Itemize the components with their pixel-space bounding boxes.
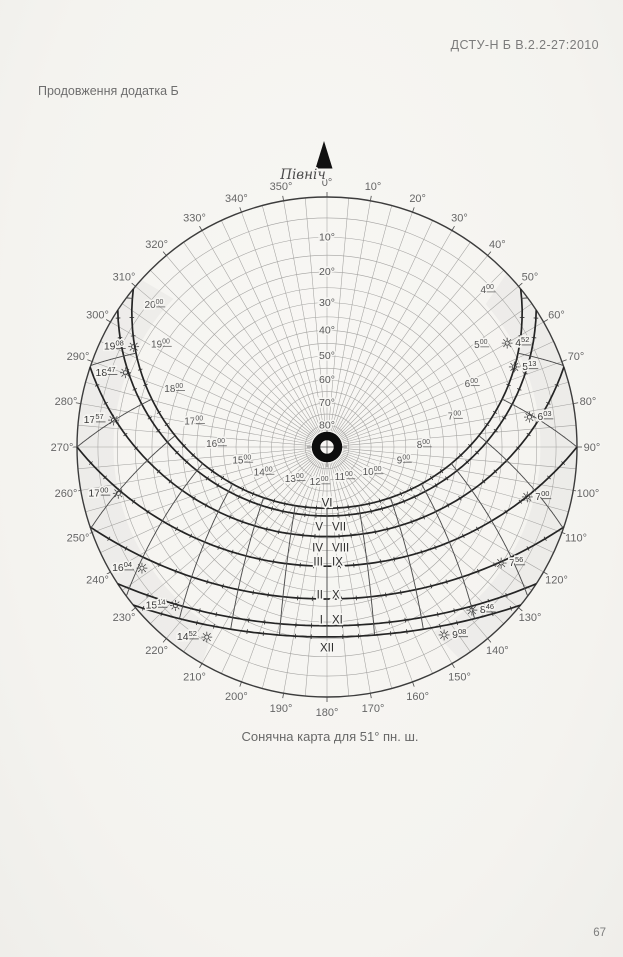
svg-text:70°: 70°: [567, 351, 585, 364]
svg-text:1500: $15^{00}$: [232, 454, 252, 467]
svg-text:300°: 300°: [86, 309, 109, 322]
svg-text:XII: XII: [319, 642, 335, 655]
svg-text:70°: 70°: [319, 397, 335, 410]
svg-text:230°: 230°: [112, 612, 136, 625]
svg-text:190°: 190°: [269, 702, 293, 715]
north-indicator: [279, 141, 332, 183]
svg-text:1908: $19^{08}$: [103, 338, 124, 353]
svg-text:310°: 310°: [112, 271, 136, 284]
svg-text:603: $6^{03}$: [537, 409, 552, 424]
svg-text:X: X: [332, 589, 340, 602]
svg-text:40°: 40°: [489, 238, 506, 251]
svg-text:240°: 240°: [86, 574, 109, 587]
svg-text:270°: 270°: [50, 441, 74, 454]
svg-text:II: II: [316, 589, 323, 602]
svg-text:1514: $15^{14}$: [145, 597, 166, 612]
svg-text:330°: 330°: [183, 212, 206, 225]
svg-text:290°: 290°: [66, 351, 90, 364]
svg-text:VIII: VIII: [332, 542, 350, 555]
standard-code: ДСТУ-Н Б В.2.2-27:2010: [450, 38, 599, 52]
svg-text:60°: 60°: [319, 374, 335, 387]
svg-text:200°: 200°: [224, 690, 248, 703]
svg-text:30°: 30°: [451, 212, 468, 225]
svg-text:513: $5^{13}$: [522, 358, 537, 373]
appendix-continuation-note: Продовження додатка Б: [38, 84, 179, 98]
svg-text:VI: VI: [321, 497, 333, 510]
svg-text:1800: $18^{00}$: [164, 382, 184, 395]
svg-text:80°: 80°: [319, 419, 335, 432]
svg-text:1000: $10^{00}$: [362, 465, 382, 478]
svg-text:150°: 150°: [448, 671, 471, 684]
north-arrow-icon: [316, 141, 333, 169]
svg-text:160°: 160°: [406, 690, 430, 703]
svg-text:100°: 100°: [576, 487, 600, 500]
svg-text:1757: $17^{57}$: [83, 412, 104, 427]
svg-text:1100: $11^{00}$: [334, 470, 353, 483]
svg-text:846: $8^{46}$: [479, 602, 495, 617]
svg-text:220°: 220°: [145, 644, 169, 657]
svg-text:III: III: [313, 556, 323, 569]
svg-text:1900: $19^{00}$: [151, 338, 170, 351]
svg-text:50°: 50°: [319, 350, 335, 363]
north-label: Північ: [280, 167, 326, 183]
chart-caption: Сонячна карта для 51° пн. ш.: [241, 729, 419, 744]
svg-text:30°: 30°: [319, 296, 335, 309]
svg-text:0°: 0°: [321, 176, 333, 189]
svg-text:60°: 60°: [548, 309, 565, 322]
page-number: 67: [593, 927, 606, 939]
svg-text:10°: 10°: [364, 180, 382, 193]
svg-text:1700: $17^{00}$: [88, 485, 109, 500]
svg-text:1600: $16^{00}$: [206, 438, 226, 450]
svg-text:140°: 140°: [485, 644, 509, 657]
svg-text:XI: XI: [332, 614, 343, 627]
svg-text:90°: 90°: [583, 441, 601, 454]
svg-text:320°: 320°: [145, 238, 169, 251]
svg-text:908: $9^{08}$: [452, 626, 467, 641]
svg-text:1452: $14^{52}$: [176, 629, 197, 644]
svg-text:V: V: [315, 521, 323, 534]
svg-text:IX: IX: [332, 556, 343, 569]
svg-text:10°: 10°: [319, 231, 335, 244]
svg-text:340°: 340°: [224, 192, 248, 205]
svg-text:452: $4^{52}$: [515, 335, 530, 350]
svg-text:700: $7^{00}$: [535, 488, 550, 503]
svg-text:VII: VII: [332, 521, 347, 534]
svg-text:800: $8^{00}$: [416, 439, 431, 452]
svg-text:1847: $18^{47}$: [95, 364, 116, 379]
svg-text:600: $6^{00}$: [464, 377, 479, 390]
svg-text:250°: 250°: [66, 532, 90, 545]
svg-text:20°: 20°: [409, 192, 426, 205]
svg-text:I: I: [319, 614, 323, 627]
svg-text:260°: 260°: [54, 487, 78, 500]
svg-text:756: $7^{56}$: [509, 555, 524, 570]
svg-text:170°: 170°: [361, 702, 385, 715]
svg-text:1300: $13^{00}$: [284, 472, 304, 485]
svg-text:350°: 350°: [269, 180, 293, 193]
svg-text:1400: $14^{00}$: [253, 466, 273, 479]
svg-text:20°: 20°: [319, 266, 335, 279]
svg-text:1700: $17^{00}$: [184, 415, 204, 428]
svg-text:80°: 80°: [579, 395, 597, 408]
sun-path-chart: [0, 130, 623, 770]
svg-text:120°: 120°: [545, 574, 568, 587]
svg-text:50°: 50°: [521, 271, 539, 284]
svg-text:210°: 210°: [183, 671, 206, 684]
svg-text:40°: 40°: [319, 324, 335, 337]
svg-text:280°: 280°: [54, 395, 78, 408]
svg-text:130°: 130°: [518, 612, 542, 625]
svg-text:110°: 110°: [565, 532, 587, 545]
svg-text:IV: IV: [312, 542, 323, 555]
svg-text:1200: $12^{00}$: [309, 476, 329, 489]
svg-text:900: $9^{00}$: [396, 454, 411, 467]
svg-text:2000: $20^{00}$: [144, 299, 164, 312]
svg-text:700: $7^{00}$: [447, 410, 462, 423]
svg-text:500: $5^{00}$: [474, 339, 488, 352]
svg-text:180°: 180°: [315, 706, 339, 719]
svg-text:400: $4^{00}$: [480, 284, 494, 297]
svg-text:1604: $16^{04}$: [112, 560, 133, 575]
